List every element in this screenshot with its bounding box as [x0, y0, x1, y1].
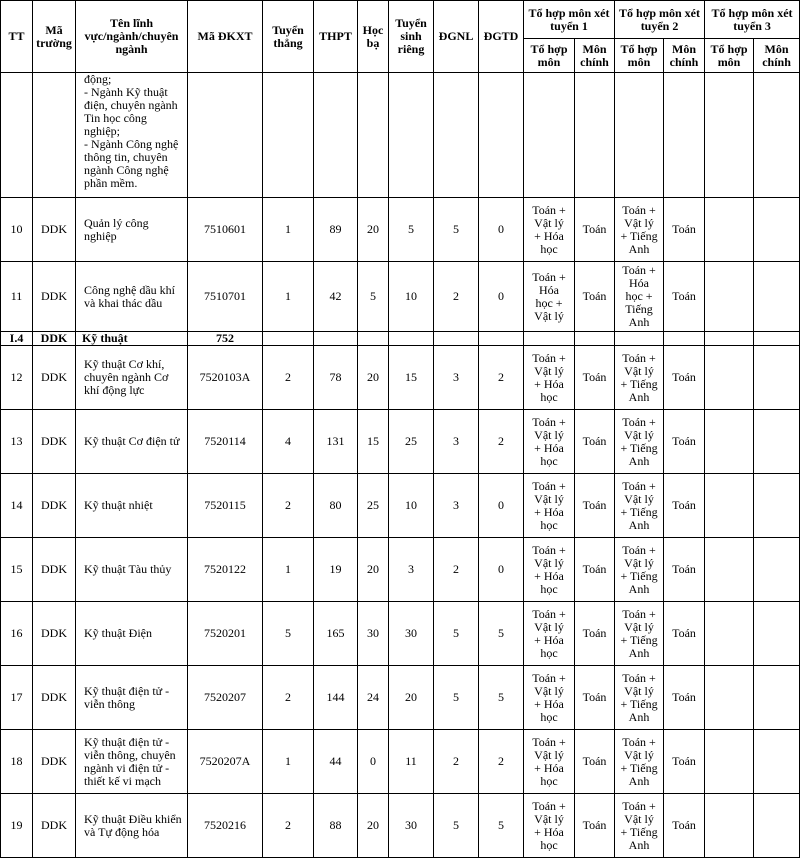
cell-hoc-ba: 0: [358, 730, 389, 794]
cell-ma-dkxt: 7520122: [188, 538, 263, 602]
cell-to-hop-2: Toán + Vật lý + Tiếng Anh: [615, 538, 664, 602]
cell-to-hop-2: Toán + Vật lý + Tiếng Anh: [615, 474, 664, 538]
cell-mon-chinh-2: Toán: [664, 794, 705, 858]
sub-mon-chinh-1: Môn chính: [575, 39, 615, 73]
cell-tuyen-thang: 2: [263, 794, 314, 858]
cell-to-hop-3: [705, 666, 754, 730]
cell-name: Kỹ thuật Cơ khí, chuyên ngành Cơ khí động lực: [76, 346, 188, 410]
cell-ma-truong: DDK: [33, 602, 76, 666]
cell-to-hop-2: Toán + Vật lý + Tiếng Anh: [615, 410, 664, 474]
col-tuyen-sinh-rieng: Tuyển sinh riêng: [389, 1, 434, 73]
sub-to-hop-mon-3: Tổ hợp môn: [705, 39, 754, 73]
table-row: [1, 602, 800, 666]
cell-ma-truong: DDK: [33, 346, 76, 410]
cell-ma-dkxt: 7520201: [188, 602, 263, 666]
cell-dgtd: 5: [479, 666, 524, 730]
cell-to-hop-1: Toán + Vật lý + Hóa học: [524, 602, 575, 666]
cell-mon-chinh-3: [754, 346, 800, 410]
cell-tuyen-thang: 1: [263, 538, 314, 602]
cell-to-hop-2: Toán + Vật lý + Tiếng Anh: [615, 602, 664, 666]
cell-tt: 19: [1, 794, 33, 858]
cell-hoc-ba: 20: [358, 198, 389, 262]
table-row: [1, 198, 800, 262]
sub-to-hop-mon-2: Tổ hợp môn: [615, 39, 664, 73]
cell-mon-chinh-2: Toán: [664, 666, 705, 730]
cell-name: Kỹ thuật Điện: [76, 602, 188, 666]
cell-tt: 14: [1, 474, 33, 538]
col-ma-truong: Mã trường: [33, 1, 76, 73]
cell-mon-chinh-3: [754, 538, 800, 602]
cell-tuyen-thang: 2: [263, 666, 314, 730]
cell-tuyen-thang: 4: [263, 410, 314, 474]
cell-dgtd: 0: [479, 262, 524, 332]
cell-hoc-ba: 20: [358, 794, 389, 858]
cell-tt: 16: [1, 602, 33, 666]
cell-thpt: 144: [314, 666, 358, 730]
cell-mon-chinh-1: Toán: [575, 794, 615, 858]
cell-thpt: 78: [314, 346, 358, 410]
cell-name: Kỹ thuật Tàu thủy: [76, 538, 188, 602]
col-ten-nganh: Tên lĩnh vực/ngành/chuyên ngành: [76, 1, 188, 73]
cell-ma-truong: DDK: [33, 730, 76, 794]
cell-tuyen-sinh-rieng: 10: [389, 262, 434, 332]
cell-mon-chinh-3: [754, 602, 800, 666]
cell-thpt: 131: [314, 410, 358, 474]
cell-dgtd: 5: [479, 602, 524, 666]
cell-hoc-ba: 5: [358, 262, 389, 332]
cell-name: Kỹ thuật điện tử - viễn thông, chuyên ngành vi điện tử - thiết kế vi mạch: [76, 730, 188, 794]
col-to-hop-1: Tổ hợp môn xét tuyển 1: [524, 1, 615, 39]
table-row: [1, 262, 800, 332]
cell-dgnl: 2: [434, 730, 479, 794]
col-dgnl: ĐGNL: [434, 1, 479, 73]
cell-hoc-ba: 25: [358, 474, 389, 538]
col-hoc-ba: Học bạ: [358, 1, 389, 73]
cell-tuyen-sinh-rieng: 30: [389, 602, 434, 666]
cell-to-hop-1: Toán + Vật lý + Hóa học: [524, 538, 575, 602]
col-dgtd: ĐGTD: [479, 1, 524, 73]
cell-tuyen-sinh-rieng: 10: [389, 474, 434, 538]
cell-tuyen-sinh-rieng: 30: [389, 794, 434, 858]
table-row: [1, 666, 800, 730]
cell-mon-chinh-2: Toán: [664, 198, 705, 262]
cell-to-hop-1: Toán + Vật lý + Hóa học: [524, 410, 575, 474]
cell-to-hop-3: [705, 198, 754, 262]
cell-dgnl: 3: [434, 346, 479, 410]
cell-mon-chinh-1: Toán: [575, 538, 615, 602]
cell-tuyen-thang: 5: [263, 602, 314, 666]
cell-to-hop-1: Toán + Vật lý + Hóa học: [524, 666, 575, 730]
cell-name: động; - Ngành Kỹ thuật điện, chuyên ngành Tin học công nghiệp; - Ngành Công nghệ thông tin, chuyên ngành Công nghệ phần mềm.: [76, 73, 188, 198]
col-ma-dkxt: Mã ĐKXT: [188, 1, 263, 73]
cell-thpt: 19: [314, 538, 358, 602]
cell-to-hop-3: [705, 602, 754, 666]
cell-tt: 13: [1, 410, 33, 474]
cell-dgnl: 5: [434, 666, 479, 730]
cell-ma-dkxt: 7510701: [188, 262, 263, 332]
cell-to-hop-3: [705, 346, 754, 410]
cell-name: Kỹ thuật điện tử - viễn thông: [76, 666, 188, 730]
cell-thpt: 165: [314, 602, 358, 666]
cell-to-hop-2: Toán + Vật lý + Tiếng Anh: [615, 730, 664, 794]
cell-dgtd: 0: [479, 538, 524, 602]
cell-dgnl: 5: [434, 602, 479, 666]
cell-mon-chinh-1: Toán: [575, 602, 615, 666]
cell-mon-chinh-2: Toán: [664, 346, 705, 410]
sub-mon-chinh-3: Môn chính: [754, 39, 800, 73]
cell-to-hop-1: Toán + Vật lý + Hóa học: [524, 794, 575, 858]
cell-tuyen-thang: 1: [263, 730, 314, 794]
cell-tuyen-thang: 2: [263, 474, 314, 538]
cell-dgtd: 0: [479, 474, 524, 538]
cell-mon-chinh-2: Toán: [664, 602, 705, 666]
cell-name: Kỹ thuật Cơ điện tử: [76, 410, 188, 474]
col-to-hop-3: Tổ hợp môn xét tuyển 3: [705, 1, 800, 39]
cell-ma-dkxt: 7520207: [188, 666, 263, 730]
cell-tt: 12: [1, 346, 33, 410]
table-row: [1, 474, 800, 538]
cell-mon-chinh-3: [754, 730, 800, 794]
cell-mon-chinh-3: [754, 666, 800, 730]
cell-thpt: 89: [314, 198, 358, 262]
cell-to-hop-3: [705, 794, 754, 858]
cell-mon-chinh-1: Toán: [575, 410, 615, 474]
cell-dgnl: 3: [434, 474, 479, 538]
cell-tt: 11: [1, 262, 33, 332]
cell-to-hop-3: [705, 538, 754, 602]
cell-ma-truong: DDK: [33, 666, 76, 730]
cell-ma-truong: DDK: [33, 198, 76, 262]
cell-to-hop-1: Toán + Vật lý + Hóa học: [524, 346, 575, 410]
cell-ma-dkxt: 7520114: [188, 410, 263, 474]
col-thpt: THPT: [314, 1, 358, 73]
cell-hoc-ba: 20: [358, 346, 389, 410]
cell-tuyen-sinh-rieng: 3: [389, 538, 434, 602]
cell-mon-chinh-1: Toán: [575, 262, 615, 332]
cell-tuyen-sinh-rieng: 11: [389, 730, 434, 794]
cell-tuyen-sinh-rieng: 25: [389, 410, 434, 474]
table-row: [1, 538, 800, 602]
col-to-hop-2: Tổ hợp môn xét tuyển 2: [615, 1, 705, 39]
cell-dgtd: 5: [479, 794, 524, 858]
cell-mon-chinh-3: [754, 474, 800, 538]
col-tt: TT: [1, 1, 33, 73]
cell-hoc-ba: 30: [358, 602, 389, 666]
cell-to-hop-2: Toán + Vật lý + Tiếng Anh: [615, 666, 664, 730]
cell-tt: 15: [1, 538, 33, 602]
cell-mon-chinh-1: Toán: [575, 730, 615, 794]
cell-dgnl: 3: [434, 410, 479, 474]
cell-mon-chinh-1: Toán: [575, 346, 615, 410]
cell-to-hop-2: Toán + Vật lý + Tiếng Anh: [615, 346, 664, 410]
cell-name: Quản lý công nghiệp: [76, 198, 188, 262]
cell-to-hop-2: Toán + Vật lý + Tiếng Anh: [615, 794, 664, 858]
cell-ma-dkxt: 7520207A: [188, 730, 263, 794]
group-name: Kỹ thuật: [76, 332, 188, 346]
cell-mon-chinh-2: Toán: [664, 410, 705, 474]
cell-to-hop-1: Toán + Hóa học + Vật lý: [524, 262, 575, 332]
cell-to-hop-3: [705, 474, 754, 538]
cell-dgtd: 2: [479, 410, 524, 474]
cell-ma-dkxt: 7520216: [188, 794, 263, 858]
cell-dgtd: 2: [479, 730, 524, 794]
cell-tt: 10: [1, 198, 33, 262]
cell-ma-truong: DDK: [33, 410, 76, 474]
cell-to-hop-1: Toán + Vật lý + Hóa học: [524, 730, 575, 794]
group-tt: I.4: [1, 332, 33, 346]
cell-thpt: 44: [314, 730, 358, 794]
cell-mon-chinh-3: [754, 262, 800, 332]
sub-to-hop-mon-1: Tổ hợp môn: [524, 39, 575, 73]
cell-mon-chinh-3: [754, 794, 800, 858]
cell-mon-chinh-2: Toán: [664, 730, 705, 794]
cell-mon-chinh-1: Toán: [575, 666, 615, 730]
cell-dgnl: 2: [434, 262, 479, 332]
cell-hoc-ba: 24: [358, 666, 389, 730]
cell-hoc-ba: 15: [358, 410, 389, 474]
cell-name: Kỹ thuật Điều khiển và Tự động hóa: [76, 794, 188, 858]
cell-tuyen-thang: 1: [263, 198, 314, 262]
cell-dgnl: 5: [434, 794, 479, 858]
group-code: 752: [188, 332, 263, 346]
cell-thpt: 88: [314, 794, 358, 858]
cell-dgtd: 2: [479, 346, 524, 410]
cell-to-hop-2: Toán + Vật lý + Tiếng Anh: [615, 198, 664, 262]
cell-to-hop-3: [705, 262, 754, 332]
cell-mon-chinh-1: Toán: [575, 198, 615, 262]
table-row: [1, 794, 800, 858]
cell-name: Kỹ thuật nhiệt: [76, 474, 188, 538]
cell-tuyen-sinh-rieng: 20: [389, 666, 434, 730]
cell-tuyen-thang: 2: [263, 346, 314, 410]
cell-thpt: 42: [314, 262, 358, 332]
cell-mon-chinh-1: Toán: [575, 474, 615, 538]
cell-hoc-ba: 20: [358, 538, 389, 602]
cell-to-hop-3: [705, 730, 754, 794]
table-row: [1, 730, 800, 794]
cell-ma-truong: DDK: [33, 262, 76, 332]
cell-tt: 17: [1, 666, 33, 730]
cell-to-hop-1: Toán + Vật lý + Hóa học: [524, 474, 575, 538]
cell-name: Công nghệ dầu khí và khai thác dầu: [76, 262, 188, 332]
cell-ma-truong: DDK: [33, 474, 76, 538]
cell-tuyen-sinh-rieng: 5: [389, 198, 434, 262]
cell-mon-chinh-2: Toán: [664, 262, 705, 332]
cell-thpt: 80: [314, 474, 358, 538]
sub-mon-chinh-2: Môn chính: [664, 39, 705, 73]
cell-ma-truong: DDK: [33, 538, 76, 602]
cell-ma-truong: DDK: [33, 794, 76, 858]
cell-mon-chinh-2: Toán: [664, 474, 705, 538]
cell-tuyen-thang: 1: [263, 262, 314, 332]
col-tuyen-thang: Tuyển thẳng: [263, 1, 314, 73]
cell-to-hop-1: Toán + Vật lý + Hóa học: [524, 198, 575, 262]
cell-tuyen-sinh-rieng: 15: [389, 346, 434, 410]
table-row: [1, 410, 800, 474]
cell-dgtd: 0: [479, 198, 524, 262]
group-ma-truong: DDK: [33, 332, 76, 346]
cell-tt: 18: [1, 730, 33, 794]
cell-dgnl: 5: [434, 198, 479, 262]
cell-dgnl: 2: [434, 538, 479, 602]
cell-mon-chinh-3: [754, 198, 800, 262]
cell-ma-dkxt: 7520103A: [188, 346, 263, 410]
table-row: [1, 73, 800, 198]
table-row: [1, 346, 800, 410]
cell-mon-chinh-3: [754, 410, 800, 474]
cell-to-hop-2: Toán + Hóa học + Tiếng Anh: [615, 262, 664, 332]
cell-to-hop-3: [705, 410, 754, 474]
cell-mon-chinh-2: Toán: [664, 538, 705, 602]
group-row: [1, 332, 800, 346]
cell-ma-dkxt: 7510601: [188, 198, 263, 262]
cell-ma-dkxt: 7520115: [188, 474, 263, 538]
